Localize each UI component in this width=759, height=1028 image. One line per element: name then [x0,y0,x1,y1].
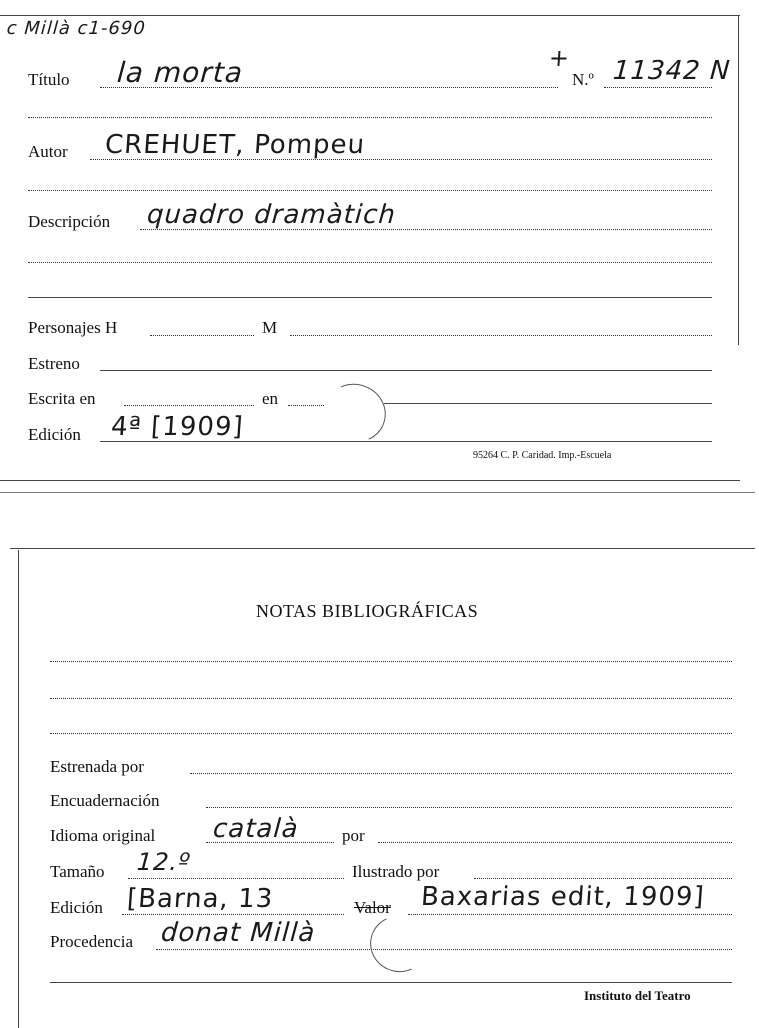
escrita-line-2 [288,405,324,406]
idioma-label: Idioma original [50,826,156,845]
por-line [378,842,732,843]
estrenada-label: Estrenada por [50,757,144,776]
notas-heading: NOTAS BIBLIOGRÁFICAS [256,601,479,621]
tamano-label: Tamaño [50,862,105,881]
punch-hole-mark-2 [362,908,436,980]
edicion2-value: [Barna, 13 [126,884,275,914]
notas-line-2 [50,698,732,699]
numero-label: N.º [572,70,594,89]
edicion-value: 4ª [1909] [110,412,245,442]
ilustrado-label: Ilustrado por [352,862,440,881]
descripcion-extra-line-2 [28,297,712,298]
titulo-label: Título [28,70,70,89]
card-top-border [0,15,740,16]
tamano-line [128,878,344,879]
personajes-m-line [290,335,712,336]
personajes-h-line [150,335,254,336]
personajes-label: Personajes H [28,318,118,337]
numero-line [604,87,712,88]
descripcion-value: quadro dramàtich [146,200,397,230]
institute-name: Instituto del Teatro [584,988,691,1003]
card2-top-border [10,548,755,549]
descripcion-label: Descripción [28,212,111,231]
edicion2-label: Edición [50,898,103,917]
estreno-line [100,370,712,371]
cross-mark: + [548,44,572,72]
descripcion-extra-line-1 [28,262,712,263]
encuadernacion-label: Encuadernación [50,791,160,810]
escrita-line-3 [384,403,712,404]
card-right-border [738,15,739,345]
idioma-value: català [212,814,300,844]
ilustrado-line [474,878,732,879]
card-bottom-border-2 [0,492,755,493]
valor-value: Baxarias edit, 1909] [420,882,706,912]
encuadernacion-line [206,807,732,808]
procedencia-line [156,949,732,950]
autor-extra-line [28,190,712,191]
valor-line [408,914,732,915]
notas-line-1 [50,661,732,662]
printer-note: 95264 C. P. Caridad. Imp.-Escuela [473,450,612,461]
titulo-extra-line [28,117,712,118]
personajes-m-label: M [262,318,278,337]
punch-hole-mark [316,375,394,451]
notas-line-3 [50,733,732,734]
escrita-label: Escrita en [28,389,96,408]
tamano-value: 12.º [136,848,192,876]
edicion2-line [122,914,344,915]
card-bottom-border [0,480,740,481]
titulo-value: la morta [116,56,245,89]
card2-bottom-line [50,982,732,983]
autor-label: Autor [28,142,68,161]
card2-left-border [18,550,19,1028]
edicion-label: Edición [28,425,81,444]
numero-value: 11342 N [612,56,732,86]
corner-note: c Millà c1-690 [6,18,147,39]
estrenada-line [190,773,732,774]
procedencia-value: donat Millà [160,918,317,948]
autor-value: CREHUET, Pompeu [104,130,367,160]
escrita-line-1 [124,405,254,406]
por-label: por [342,826,365,845]
valor-label: Valor [354,898,391,917]
procedencia-label: Procedencia [50,932,134,951]
estreno-label: Estreno [28,354,80,373]
escrita-en2-label: en [262,389,279,408]
